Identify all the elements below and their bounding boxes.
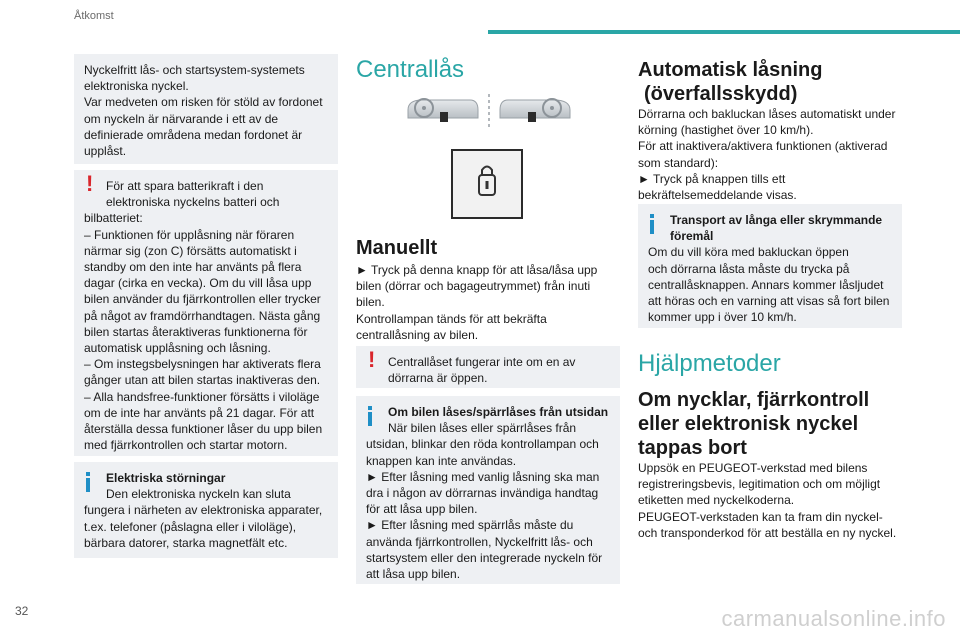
body-line: Dörrarna och bakluckan låses automatiskt under [638, 107, 896, 121]
lost-key-heading [638, 388, 869, 460]
note-line: upplåst. [84, 144, 127, 159]
body-line: Uppsök en PEUGEOT-verkstad med bilens [638, 461, 868, 475]
body-line: PEUGEOT-verkstaden kan ta fram din nyckel- [638, 509, 883, 524]
page-number: 32 [15, 604, 29, 618]
warning-line: dörrarna är öppen. [388, 371, 488, 386]
warning-line: på något av framdörrhandtagen. Nästa gång [84, 308, 321, 323]
note-line: Nyckelfritt lås- och startsystem-systemets [84, 63, 305, 77]
section-header: Åtkomst [74, 10, 114, 22]
hjalpmetoder-title: Hjälpmetoder [638, 350, 781, 377]
body-line: ► Tryck på denna knapp för att låsa/låsa upp [356, 263, 598, 277]
warning-line: – Funktionen för upplåsning när föraren [84, 227, 295, 242]
auto-lock-text [638, 106, 902, 203]
info-icon [86, 472, 90, 492]
body-line: centrallåsning av bilen. [356, 327, 479, 342]
warning-line: – Om instegsbelysningen har aktiverats flera [84, 357, 321, 372]
warning-line: om de inte har använts på 21 dagar. För att [84, 405, 315, 420]
info-line: ► Efter låsning med vanlig låsning ska man [366, 469, 600, 484]
info-line: kommer upp i över 10 km/h. [648, 310, 797, 325]
door-open-warning-box [356, 346, 620, 388]
info-line: fungera i närheten av elektroniska apparater, [84, 503, 323, 518]
info-line: centrallåsknappen. Annars kommer låsljudet [648, 277, 884, 292]
body-line: och transponderkod för att beställa en ny nyckel. [638, 525, 897, 540]
body-line: ► Tryck på knappen tills ett [638, 171, 786, 186]
info-line: för att låsa upp bilen. [366, 502, 478, 517]
info-title: föremål [670, 229, 714, 244]
info-line: bärbara datorer, starka magnetfält etc. [84, 535, 288, 550]
note-line: definierade områdena medan fordonet är [84, 127, 303, 142]
interference-info-box [74, 462, 338, 558]
body-line: bilen (dörrar och bagageutrymmet) från inuti [356, 279, 591, 294]
warning-line: För att spara batterikraft i den [106, 179, 264, 193]
warning-line: bilen startas återaktiveras funktionerna för [84, 324, 308, 339]
warning-line: – Alla handsfree-funktioner försätts i viloläge [84, 389, 320, 404]
info-line: dra i någon av dörrarnas invändiga handtag [366, 486, 599, 501]
body-line: etiketten med nyckelkoderna. [638, 493, 795, 508]
info-line: utsidan, blinkar den röda kontrollampan och [366, 437, 599, 452]
body-line: bekräftelsemeddelande visas. [638, 188, 797, 203]
info-title: Transport av långa eller skrymmande [670, 213, 883, 227]
warning-line: med fjärrkontrollen och startar motorn. [84, 438, 288, 453]
warning-line: bilen använder du fjärrkontrollen eller trycker [84, 292, 321, 307]
body-line: bilen. [356, 295, 385, 310]
heading-line: Om nycklar, fjärrkontroll [638, 389, 870, 411]
note-line: elektroniska nyckel. [84, 79, 189, 94]
warning-line: bilbatteriet: [84, 211, 143, 226]
heading-line: Automatisk låsning [638, 59, 823, 81]
lock-button-illustration [451, 149, 523, 219]
central-lock-dashboard-illustration [404, 90, 574, 134]
body-line: Kontrollampan tänds för att bekräfta [356, 311, 547, 326]
body-line: För att inaktivera/aktivera funktionen (aktiverad [638, 139, 888, 154]
info-line: Den elektroniska nyckeln kan sluta [106, 487, 291, 502]
lost-key-text [638, 460, 902, 541]
warning-line: gånger utan att bilen startas inaktiveras den. [84, 373, 321, 388]
transport-info-box [638, 204, 902, 328]
body-line: registreringsbevis, legitimation och om möjligt [638, 477, 881, 492]
info-line: Om du vill köra med bakluckan öppen [648, 245, 849, 260]
heading-line: tappas bort [638, 437, 747, 459]
info-title: Om bilen låses/spärrlåses från utsidan [388, 405, 609, 419]
warning-line: dagar (cirka en vecka). Om du vill låsa upp [84, 276, 312, 291]
body-line: körning (hastighet över 10 km/h). [638, 123, 814, 138]
auto-lock-heading [638, 58, 822, 106]
info-icon [650, 214, 654, 234]
centrallas-title: Centrallås [356, 56, 465, 83]
info-line: att höras och en varning att visas så fort bilen [648, 294, 890, 309]
battery-warning-box [74, 170, 338, 456]
padlock-icon [453, 151, 521, 217]
warning-line: närmar sig (zon C) försätts automatiskt i [84, 243, 297, 258]
warning-line: återställa dessa funktioner låser du upp bilen [84, 422, 323, 437]
info-line: t.ex. telefoner (påslagna eller i viloläge), [84, 519, 297, 534]
watermark: carmanualsonline.info [721, 606, 946, 631]
info-line: knappen kan inte användas. [366, 453, 517, 468]
info-line: När bilen låses eller spärrlåses från [388, 421, 577, 436]
info-line: använda fjärrkontrollen, Nyckelfritt lås- och [366, 534, 593, 549]
info-icon [368, 406, 372, 426]
info-line: och dörrarna låsta måste du trycka på [648, 261, 850, 276]
manuellt-text [356, 262, 620, 343]
header-accent-bar [488, 30, 960, 34]
warning-line: elektroniska nyckelns batteri och [106, 195, 280, 210]
warning-exclamation-icon: ! [86, 171, 94, 196]
outside-lock-info-box [356, 396, 620, 584]
info-line: startsystem eller den integrerade nyckeln för [366, 550, 603, 565]
note-line: om nyckeln är närvarande i ett av de [84, 111, 279, 126]
info-line: att låsa upp bilen. [366, 567, 461, 582]
warning-exclamation-icon: ! [368, 347, 376, 372]
warning-line: automatisk upplåsning och låsning. [84, 341, 271, 356]
heading-line: eller elektronisk nyckel [638, 413, 859, 435]
body-line: som standard): [638, 155, 719, 170]
heading-line: (överfallsskydd) [644, 83, 798, 105]
manuellt-heading: Manuellt [356, 237, 438, 259]
anti-theft-note-box [74, 54, 338, 164]
warning-line: Centrallåset fungerar inte om en av [388, 355, 576, 369]
note-line: Var medveten om risken för stöld av fordonet [84, 95, 323, 110]
warning-line: standby om den inte har använts på flera [84, 260, 302, 275]
info-line: ► Efter låsning med spärrlås måste du [366, 518, 574, 533]
info-title: Elektriska störningar [106, 471, 226, 485]
